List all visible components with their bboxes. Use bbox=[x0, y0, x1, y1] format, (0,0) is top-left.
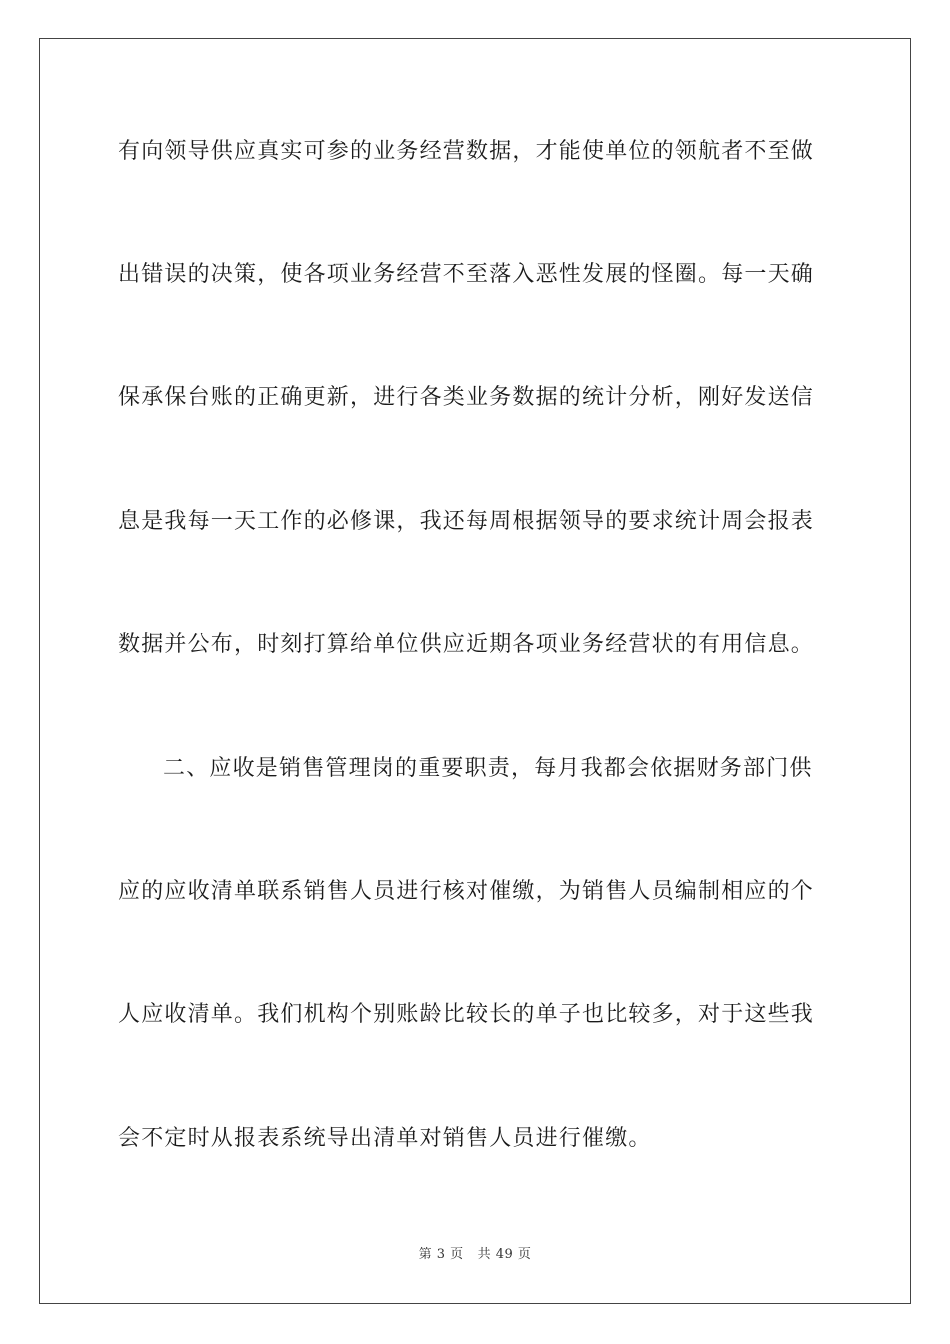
current-page-number: 第 3 页 bbox=[418, 1247, 464, 1262]
body-text-line: 息是我每一天工作的必修课，我还每周根据领导的要求统计周会报表 bbox=[118, 509, 815, 534]
total-pages: 共 49 页 bbox=[477, 1247, 532, 1262]
body-text-line: 保承保台账的正确更新，进行各类业务数据的统计分析，刚好发送信 bbox=[118, 385, 815, 410]
body-text-line: 会不定时从报表系统导出清单对销售人员进行催缴。 bbox=[118, 1126, 652, 1151]
page-footer bbox=[0, 1246, 950, 1264]
paragraph-start-line: 二、应收是销售管理岗的重要职责，每月我都会依据财务部门供 bbox=[163, 756, 813, 781]
body-text-line: 应的应收清单联系销售人员进行核对催缴，为销售人员编制相应的个 bbox=[118, 879, 815, 904]
page-border bbox=[39, 38, 911, 1304]
body-text-line: 出错误的决策，使各项业务经营不至落入恶性发展的怪圈。每一天确 bbox=[118, 262, 815, 287]
body-text-line: 人应收清单。我们机构个别账龄比较长的单子也比较多，对于这些我 bbox=[118, 1002, 815, 1027]
body-text-line: 有向领导供应真实可参的业务经营数据，才能使单位的领航者不至做 bbox=[118, 139, 815, 164]
body-text-line: 数据并公布，时刻打算给单位供应近期各项业务经营状的有用信息。 bbox=[118, 632, 815, 657]
